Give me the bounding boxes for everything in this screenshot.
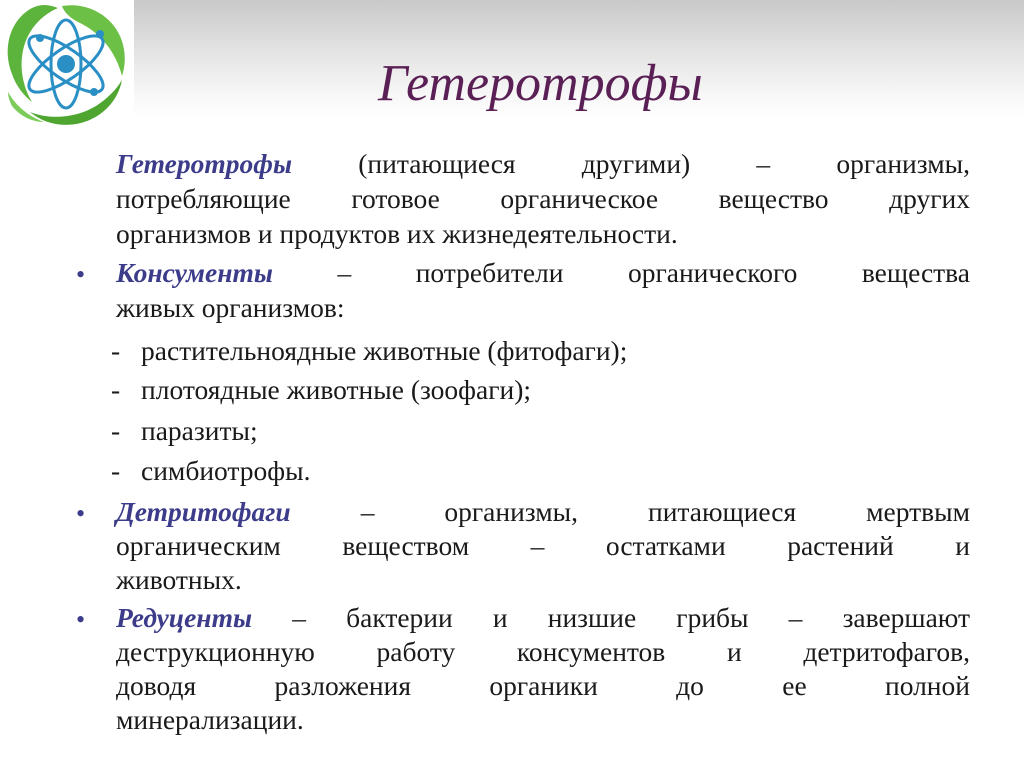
consumer-item-dash: - (111, 455, 121, 486)
detritivores-line-1 (116, 498, 970, 526)
consumers-term: Консументы (116, 257, 273, 288)
consumers-line-2: живых организмов: (116, 292, 345, 323)
intro-line-1-rest: (питающиеся другими) – организмы, (358, 148, 971, 179)
detritivores-line-3: животных. (116, 564, 242, 595)
detritivores-line-2: органическим веществом – остатками растений и (116, 530, 970, 561)
consumer-item-dash: - (111, 335, 121, 366)
bullet-detritivores: • (76, 499, 86, 528)
consumer-item: плотоядные животные (зоофаги); (141, 374, 531, 405)
detritivores-line-1-rest: – организмы, питающиеся мертвым (360, 496, 970, 527)
detritivores-term: Детритофаги (116, 496, 291, 527)
bullet-consumers: • (76, 260, 86, 289)
consumers-line-1-rest: – потребители органического вещества (337, 257, 971, 288)
consumers-line-1 (116, 259, 970, 287)
intro-line-1 (116, 150, 970, 178)
decomposers-line-3: доводя разложения органики до ее полной (116, 670, 970, 701)
consumer-item: симбиотрофы. (141, 455, 311, 486)
bullet-decomposers: • (76, 605, 86, 634)
intro-term: Гетеротрофы (116, 148, 293, 179)
slide-title: Гетеротрофы (378, 55, 703, 112)
consumer-item-dash: - (111, 415, 121, 446)
decomposers-line-1-rest: – бактерии и низшие грибы – завершают (292, 602, 971, 633)
intro-line-3: организмов и продуктов их жизнедеятельности. (116, 218, 678, 249)
consumer-item: растительноядные животные (фитофаги); (141, 335, 628, 366)
decomposers-line-2: деструкционную работу консументов и детритофагов, (116, 636, 970, 667)
consumer-item: паразиты; (141, 415, 258, 446)
decomposers-term: Редуценты (116, 602, 253, 633)
intro-line-2: потребляющие готовое органическое вещество других (116, 183, 970, 214)
decomposers-line-4: минерализации. (116, 704, 304, 735)
decomposers-line-1 (116, 604, 970, 632)
consumer-item-dash: - (111, 374, 121, 405)
